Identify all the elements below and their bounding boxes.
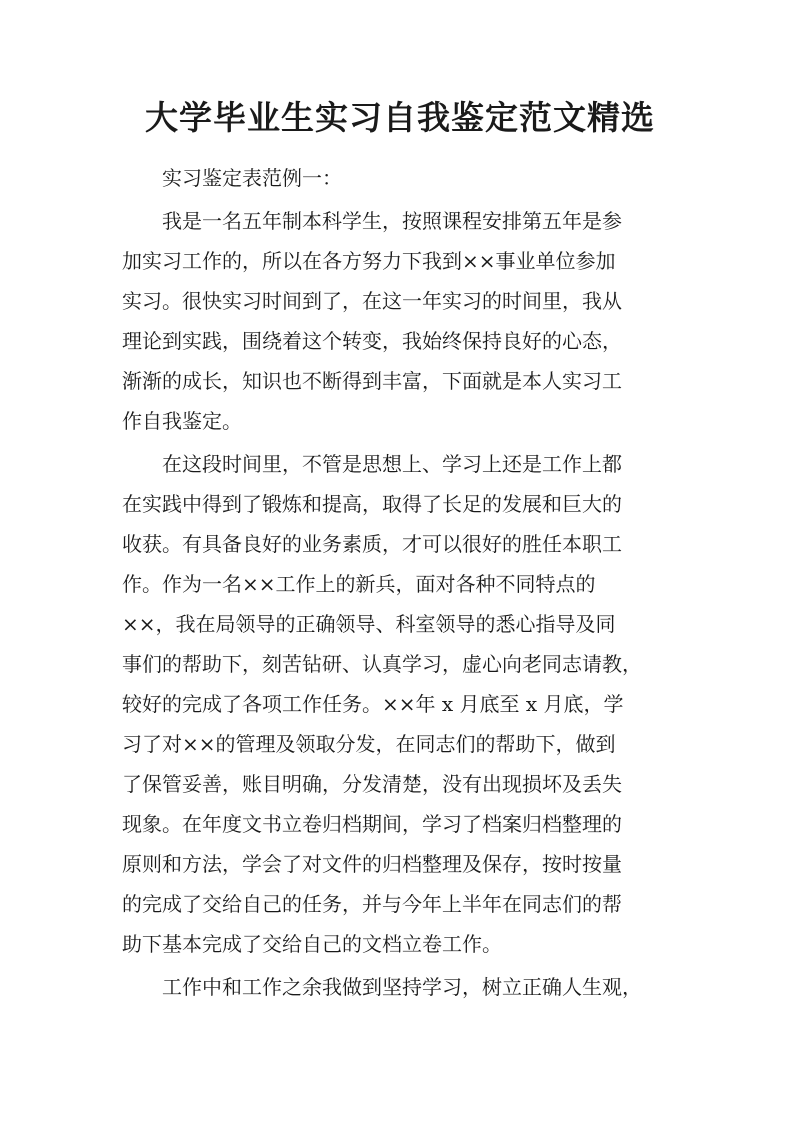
paragraph-2 (122, 444, 667, 964)
document-title: 大学毕业生实习自我鉴定范文精选 (145, 98, 655, 137)
text-line: 加实习工作的，所以在各方努力下我到××事业单位参加 (122, 249, 616, 273)
text-line: 原则和方法，学会了对文件的归档整理及保存，按时按量 (122, 852, 622, 876)
text-line: 习了对××的管理及领取分发，在同志们的帮助下，做到 (122, 732, 616, 756)
text-line: 实习。很快实习时间到了，在这一年实习的时间里，我从 (122, 289, 622, 313)
text-line: 我是一名五年制本科学生，按照课程安排第五年是参 (162, 209, 622, 233)
text-line: 在实践中得到了锻炼和提高，取得了长足的发展和巨大的 (122, 492, 622, 516)
text-line: ××，我在局领导的正确领导、科室领导的悉心指导及同 (122, 612, 616, 636)
text-line: 了保管妥善，账目明确，分发清楚，没有出现损坏及丢失 (122, 772, 622, 796)
text-line: 现象。在年度文书立卷归档期间，学习了档案归档整理的 (122, 812, 622, 836)
text-line: 收获。有具备良好的业务素质，才可以很好的胜任本职工 (122, 532, 622, 556)
paragraph-3 (122, 967, 667, 1007)
subheading: 实习鉴定表范例一： (162, 166, 342, 190)
text-line: 作。作为一名××工作上的新兵，面对各种不同特点的 (122, 572, 596, 596)
document-body (122, 158, 667, 1007)
text-line: 作自我鉴定。 (122, 409, 242, 433)
text-line: 的完成了交给自己的任务，并与今年上半年在同志们的帮 (122, 892, 622, 916)
text-line: 渐渐的成长，知识也不断得到丰富，下面就是本人实习工 (122, 369, 622, 393)
paragraph-1 (122, 201, 667, 441)
text-line: 在这段时间里，不管是思想上、学习上还是工作上都 (162, 452, 622, 476)
text-line: 事们的帮助下，刻苦钻研、认真学习，虚心向老同志请教， (122, 652, 642, 676)
text-line: 助下基本完成了交给自己的文档立卷工作。 (122, 932, 502, 956)
text-line: 较好的完成了各项工作任务。××年 x 月底至 x 月底，学 (122, 692, 624, 716)
text-line: 工作中和工作之余我做到坚持学习，树立正确人生观， (162, 975, 642, 999)
text-line: 理论到实践，围绕着这个转变，我始终保持良好的心态， (122, 329, 622, 353)
